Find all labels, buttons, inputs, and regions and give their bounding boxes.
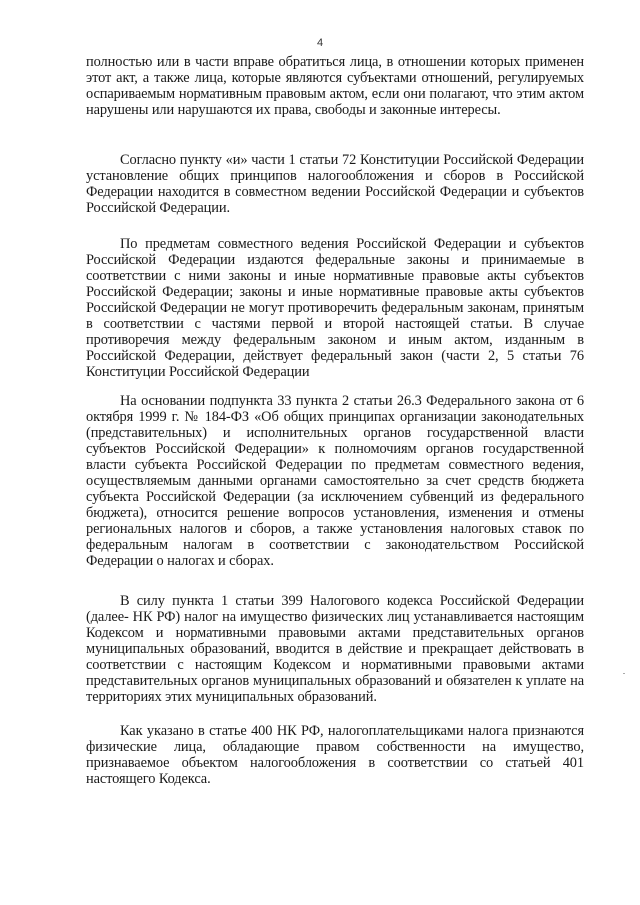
paragraph-tax-code-400: Как указано в статье 400 НК РФ, налогоплательщиками налога признаются физические лица, обладающие правом собственности на имущество, признаваемое объектом налогообложения в соответствии со статьей 401 настоящего Кодекса. bbox=[86, 723, 584, 787]
paragraph-continuation: полностью или в части вправе обратиться лица, в отношении которых применен этот акт, а также лица, которые являются субъектами отношений, регулируемых оспариваемым нормативным правовым актом, если они полагают, что этим актом нарушены или нарушаются их права, свободы и законные интересы. bbox=[86, 54, 584, 118]
scan-speck bbox=[623, 673, 625, 674]
paragraph-tax-code-399: В силу пункта 1 статьи 399 Налогового кодекса Российской Федерации (далее- НК РФ) налог на имущество физических лиц устанавливается настоящим Кодексом и нормативными правовыми актами представительных органов муниципальных образований, вводится в действие и прекращает действовать в соответствии с настоящим Кодексом и нормативными правовыми актами представительных органов муниципальных образований и обязателен к уплате на территориях этих муниципальных образований. bbox=[86, 593, 584, 705]
page-number: 4 bbox=[316, 37, 324, 49]
paragraph-federal-law-184: На основании подпункта 33 пункта 2 статьи 26.3 Федерального закона от 6 октября 1999 г. № 184-ФЗ «Об общих принципах организации законодательных (представительных) и исполнительных органов государственной власти субъектов Российской Федерации» к полномочиям органов государственной власти субъекта Российской Федерации по предметам совместного ведения, осуществляемым данными органами самостоятельно за счет средств бюджета субъекта Российской Федерации (за исключением субвенций из федерального бюджета), относится решение вопросов установления, изменения и отмены региональных налогов и сборов, а также установления налоговых ставок по федеральным налогам в соответствии с законодательством Российской Федерации о налогах и сборах. bbox=[86, 393, 584, 569]
paragraph-joint-jurisdiction: По предметам совместного ведения Российской Федерации и субъектов Российской Федерации издаются федеральные законы и принимаемые в соответствии с ними законы и иные нормативные правовые акты субъектов Российской Федерации; законы и иные нормативные правовые акты субъектов Российской Федерации не могут противоречить федеральным законам, принятым в соответствии с частями первой и второй настоящей статьи. В случае противоречия между федеральным законом и иным актом, изданным в Российской Федерации, действует федеральный закон (части 2, 5 статьи 76 Конституции Российской Федерации bbox=[86, 236, 584, 380]
paragraph-constitution-article-72: Согласно пункту «и» части 1 статьи 72 Конституции Российской Федерации установление общих принципов налогообложения и сборов в Российской Федерации находится в совместном ведении Российской Федерации и субъектов Российской Федерации. bbox=[86, 152, 584, 216]
